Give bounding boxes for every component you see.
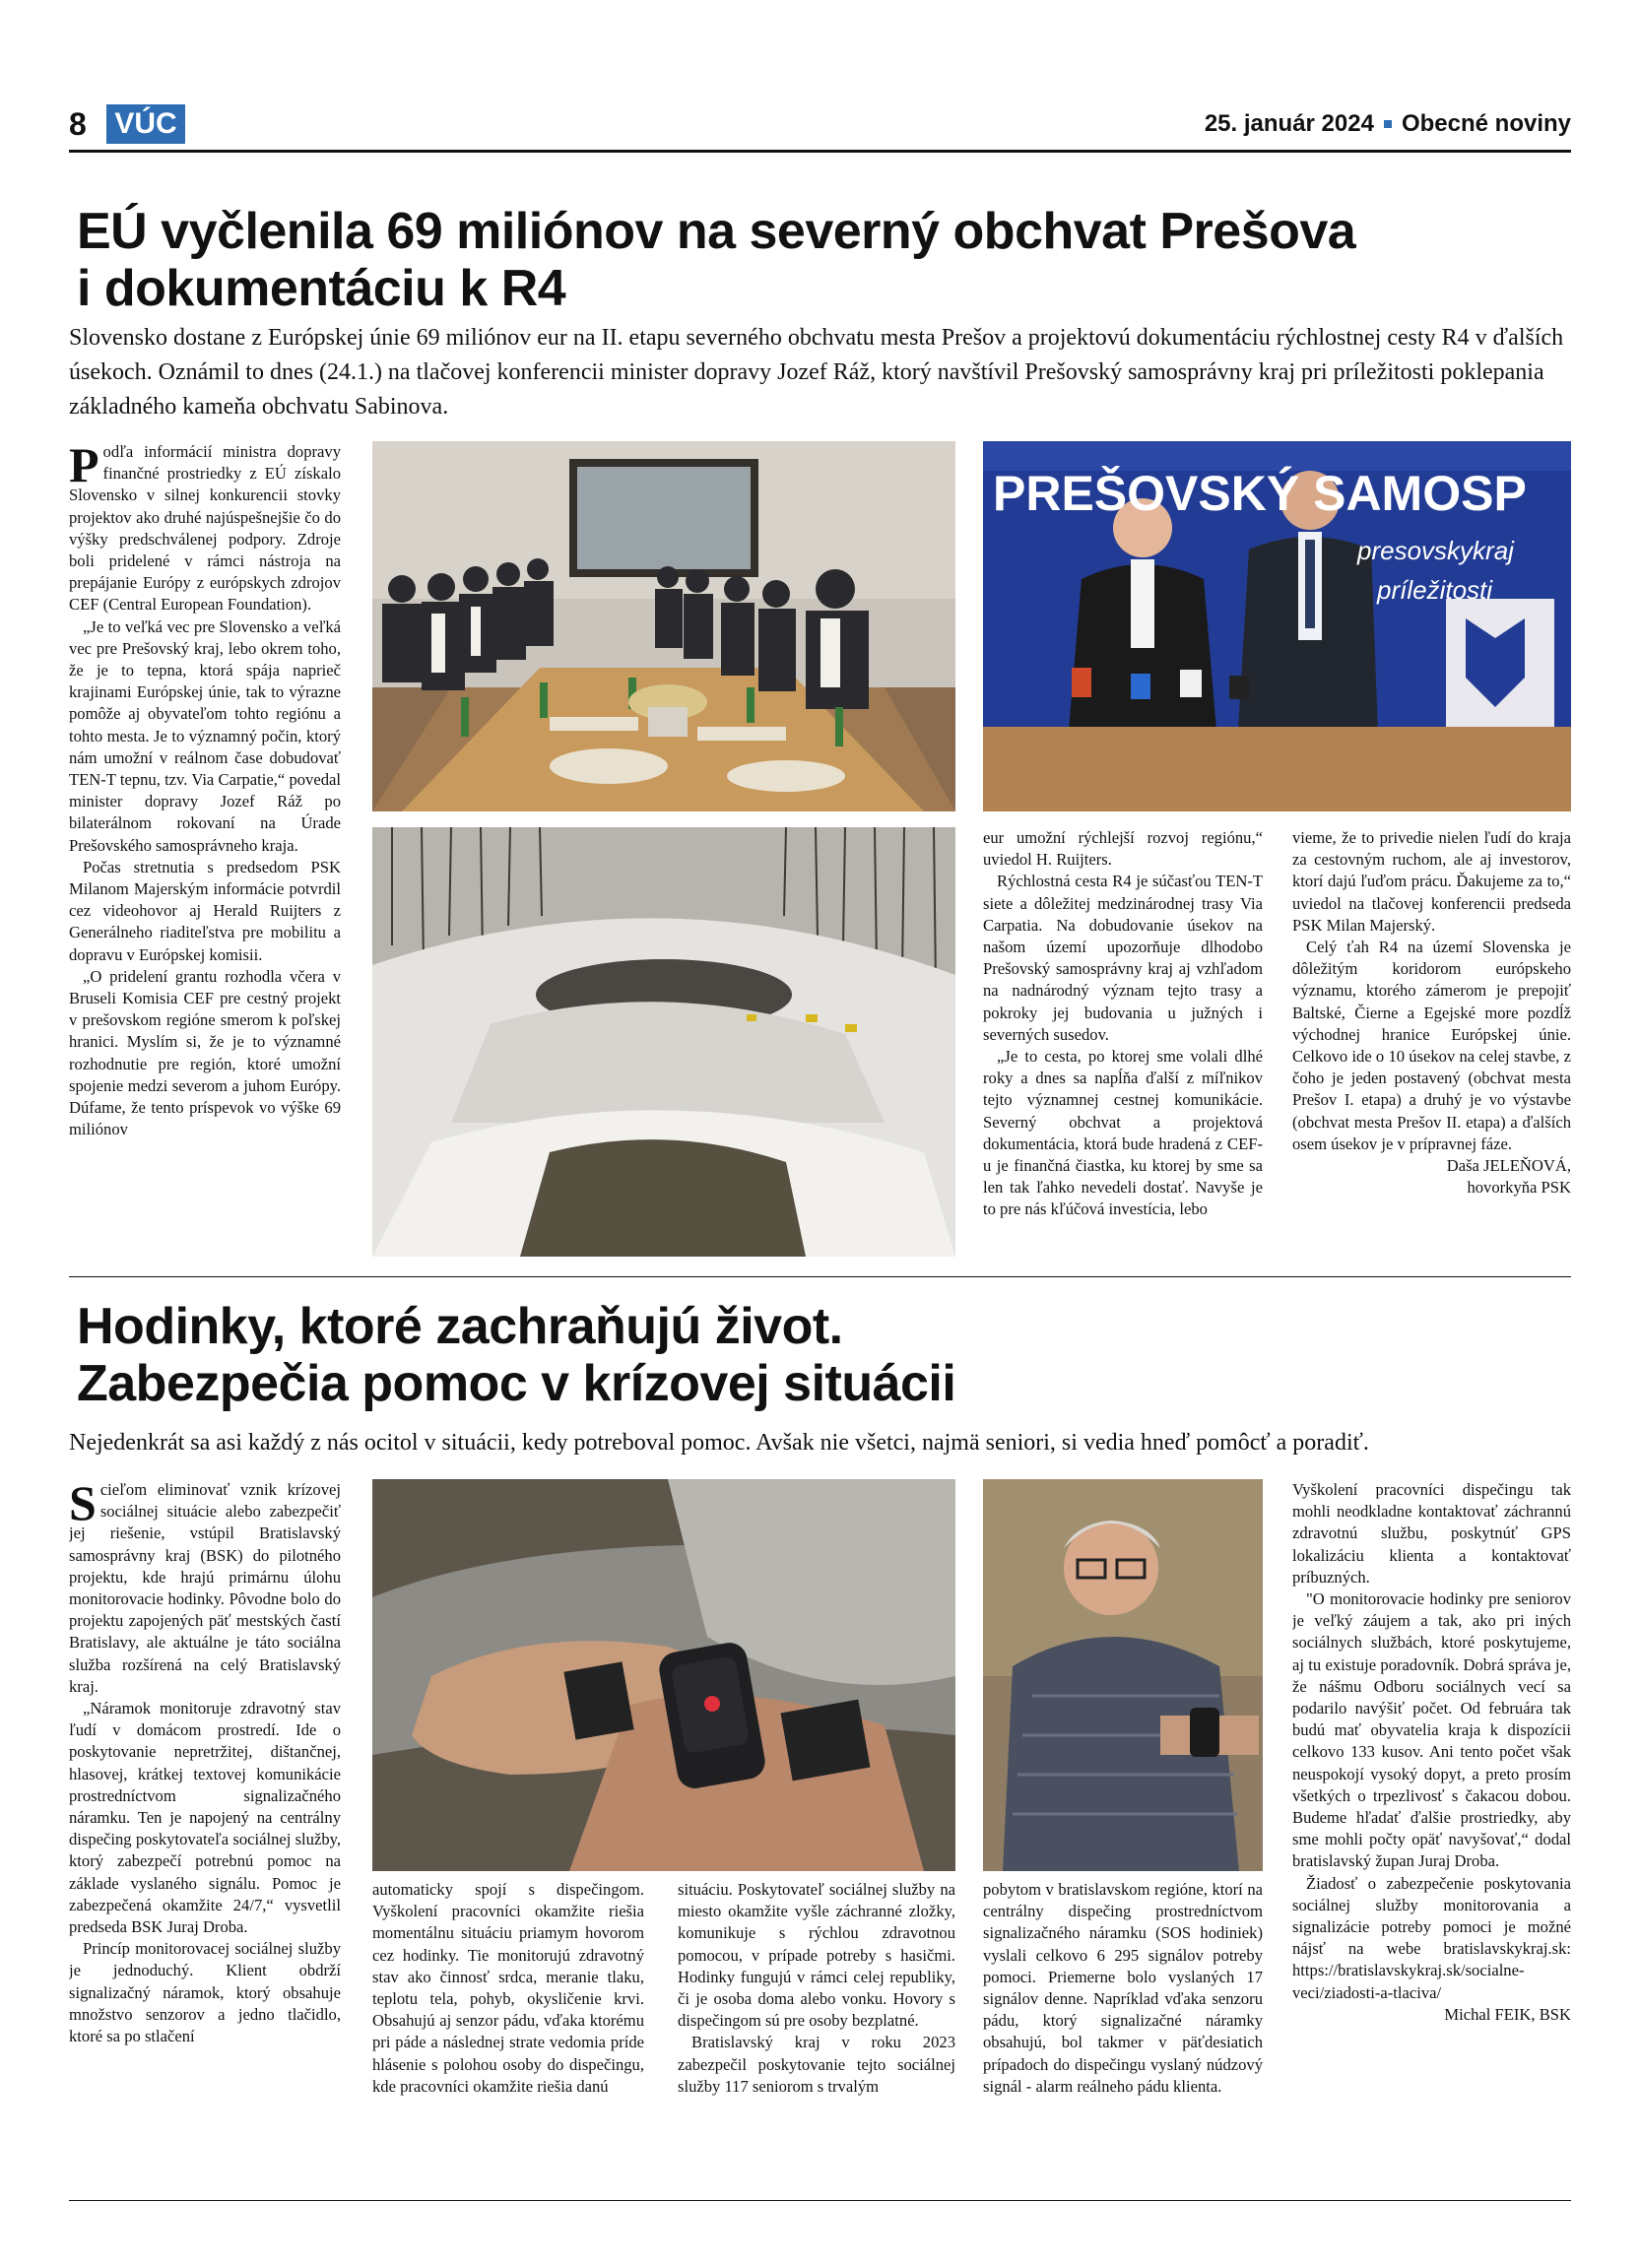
smartwatch-photo-illustration — [372, 1479, 955, 1871]
article1-title-line2: i dokumentáciu k R4 — [77, 260, 566, 317]
paragraph: eur umožní rýchlejší rozvoj regiónu,“ uviedol H. Ruijters. — [983, 828, 1263, 870]
paragraph: situáciu. Poskytovateľ sociálnej služby na miesto okamžite vyšle záchranné zložky, komunikuje s rýchlou zdravotnou pomocou, v prípade potreby s hasičmi. Hodinky fungujú v rámci celej republiky, či je osoba doma alebo vonku. Hovory s dispečingom sú pre osoby bezplatné. — [678, 1880, 955, 2031]
paragraph: „Náramok monitoruje zdravotný stav ľudí v domácom prostredí. Ide o poskytovanie nepretržitej, dištančnej, hlasovej, krátkej textovej komunikácie prostredníctvom signalizačného náramku. Ten je napojený na centrálny dispečing poskytovateľa sociálnej služby, ktorý zabezpečí potrebnú pomoc na základe vyslaného signálu. Pomoc je zabezpečená okamžite 24/7,“ vysvetlil predseda BSK Juraj Droba. — [69, 1699, 341, 1937]
article2-col1 — [69, 1479, 341, 2268]
paragraph: pobytom v bratislavskom regióne, ktorí na centrálny dispečing prostredníctvom signalizačného náramku (SOS hodiniek) vyslali celkovo 6 295 signálov potreby pomoci. Priemerne bolo vyslaných 17 signálov denne. Napríklad vďaka senzoru pádu, ktorý signalizačné náramky obsahujú, bol takmer v päťdesiatich prípadoch do dispečingu vyslaný núdzový signál - alarm reálneho pádu klienta. — [983, 1880, 1263, 2096]
signature: Michal FEIK, BSK — [1444, 2004, 1571, 2024]
paragraph: vieme, že to privedie nielen ľudí do kraja za cestovným ruchom, ale aj investorov, ktorí dajú ľuďom prácu. Ďakujeme za to,“ uviedol na tlačovej konferencii predseda PSK Milan Majerský. — [1292, 828, 1571, 935]
article2-title-line2: Zabezpečia pomoc v krízovej situácii — [77, 1355, 956, 1412]
article2-col4 — [983, 1879, 1263, 2174]
header-rule — [69, 150, 1571, 153]
meeting-photo-illustration — [372, 441, 955, 811]
article2-lede: Nejedenkrát sa asi každý z nás ocitol v situácii, kedy potreboval pomoc. Avšak nie všetci, najmä seniori, si vedia hneď pomôcť a poradiť. — [69, 1430, 1369, 1456]
paragraph: automaticky spojí s dispečingom. Vyškolení pracovníci okamžite riešia momentálnu situáciu priamym hovorom cez hodinky. Tie monitorujú zdravotný stav ako činnosť srdca, meranie tlaku, teplotu tela, pohyb, okysličenie krvi. Obsahujú aj senzor pádu, vďaka ktorému pri páde a následnej strate vedomia príde hlásenie s polohou osoby do dispečingu, kde pracovníci okamžite riešia danú — [372, 1880, 644, 2096]
signature-role: hovorkyňa PSK — [1467, 1178, 1571, 1198]
banner-sub1: presovskykraj — [1357, 536, 1514, 565]
article1-title — [77, 203, 1355, 317]
article1-lede: Slovensko dostane z Európskej únie 69 miliónov eur na II. etapu severného obchvatu mesta Prešov a projektovú dokumentáciu rýchlostnej cesty R4 v ďalších úsekoch. Oznámil to dnes (24.1.) na tlačovej konferencii minister dopravy Jozef Ráž, ktorý navštívil Prešovský samosprávny kraj pri príležitosti poklepania základného kameňa obchvatu Sabinova. — [69, 325, 1564, 420]
press-photo-illustration — [983, 441, 1571, 811]
article-divider — [69, 1276, 1571, 1277]
article2-col3 — [678, 1879, 955, 2174]
paragraph: „Je to cesta, po ktorej sme volali dlhé roky a dnes sa napĺňa ďalší z míľnikov tejto významnej cestnej komunikácie. Severný obchvat a projektová dokumentácia, ktorá bude hradená z CEF-u je finančná čiastka, ku ktorej by sme sa len tak ľahko nevedeli dostať. Navyše je to pre nás kľúčová investícia, lebo — [983, 1047, 1263, 1219]
paragraph: Bratislavský kraj v roku 2023 zabezpečil poskytovanie tejto sociálnej služby 117 seniorom s trvalým — [678, 2033, 955, 2096]
paragraph: S cieľom eliminovať vznik krízovej sociálnej situácie alebo zabezpečiť jej riešenie, vstúpil Bratislavský samosprávny kraj (BSK) do pilotného projektu, kde hrajú primárnu úlohu monitorovacie hodinky. Pôvodne bolo do projektu zapojených päť mestských častí Bratislavy, ale aktuálne je táto sociálna služba rozšírená na celý Bratislavský kraj. — [69, 1479, 341, 1696]
senior-photo-illustration — [983, 1479, 1263, 1871]
date-text: 25. január 2024 — [1204, 110, 1374, 137]
section-badge: VÚC — [106, 104, 185, 144]
article1-title-line1: EÚ vyčlenila 69 miliónov na severný obchvat Prešova — [77, 203, 1356, 260]
article2-title-line1: Hodinky, ktoré zachraňujú život. — [77, 1298, 843, 1355]
senior-photo — [983, 1479, 1263, 1871]
paragraph: „Je to veľká vec pre Slovensko a veľká vec pre Prešovský kraj, lebo okrem toho, že je to tepna, ktorá spája naprieč krajinami Európskej únie, tak to výrazne pomôže aj obyvateľom tohto regiónu a tohto mesta. Je to významný počin, ktorý nám umožní v reálnom čase dobudovať TEN-T tepnu, tzv. Via Carpatie,“ povedal minister dopravy Jozef Ráž po bilaterálnom rokovaní na Úrade Prešovského samosprávneho kraja. — [69, 616, 341, 855]
paper-name: Obecné noviny — [1401, 110, 1571, 137]
meeting-photo — [372, 441, 955, 811]
paragraph: Rýchlostná cesta R4 je súčasťou TEN-T siete a dôležitej medzinárodnej trasy Via Carpatia. Na dobudovanie úsekov na našom území upozorňuje dlhodobo Prešovský samosprávny kraj aj vzhľadom na nadnárodný význam tejto trasy a pokroky jej budovania u južných i severných susedov. — [983, 872, 1263, 1044]
signature-name: Daša JELEŇOVÁ, — [1446, 1156, 1571, 1176]
article2-col5 — [1292, 1479, 1571, 2188]
article2-col2 — [372, 1879, 644, 2174]
press-conference-photo — [983, 441, 1571, 811]
paragraph: Žiadosť o zabezpečenie poskytovania sociálnej služby monitorovania a signalizácie potreby pomoci je možné nájsť na webe bratislavskykraj.sk: https://bratislavskykraj.sk/socialne-veci/ziadosti-a-tlaciva/ — [1292, 1873, 1571, 2002]
paragraph: Princíp monitorovacej sociálnej služby je jednoduchý. Klient obdrží signalizačný náramok, ktorý obsahuje množstvo senzorov a jedno tlačidlo, ktoré sa po stlačení — [69, 1939, 341, 2046]
paragraph: "O monitorovacie hodinky pre seniorov je veľký záujem a tak, ako pri iných sociálnych službách, ktoré poskytujeme, aj tu existuje poradovník. Dobrá správa je, že nášmu Odboru sociálnych vecí sa podarilo navýšiť počet. Od februára tak budú mať obyvatelia kraja k dispozícii celkovo 133 kusov. Ani tento počet však neuspokojí vysoký dopyt, a preto prosím všetkých o trpezlivosť s čakacou dobou. Budeme hľadať ďalšie prostriedky, aby sme mohli počty opäť navyšovať,“ dodal bratislavský župan Juraj Droba. — [1292, 1589, 1571, 1871]
issue-date — [1205, 110, 1571, 138]
paragraph: Podľa informácií ministra dopravy finančné prostriedky z EÚ získalo Slovensko v silnej konkurencii stovky projektov ako druhé najúspešnejšie čo do výšky predschválenej podpory. Zdroje boli pridelené v rámci nástroja na prepájanie Európy z európskych zdrojov CEF (Central European Foundation). — [69, 441, 341, 615]
page-number: 8 — [69, 106, 87, 142]
paragraph: Celý ťah R4 na území Slovenska je dôležitým koridorom európskeho významu, ktorého zámerom je prepojiť Baltské, Čierne a Egejské more pozdĺž východnej hranice Európskej únie. Celkovo ide o 10 úsekov na celej stavbe, z čoho je jeden postavený (obchvat mesta Prešov I. etapa) a druhý je vo výstavbe (obchvat mesta Prešov II. etapa) a ďalších osem úsekov je v prípravnej fáze. — [1292, 938, 1571, 1153]
smartwatch-photo — [372, 1479, 955, 1871]
article1-col1 — [69, 441, 341, 1259]
paragraph: Počas stretnutia s predsedom PSK Milanom Majerským informácie potvrdil cez videohovor aj Herald Ruijters z Generálneho riaditeľstva pre mobilitu a dopravu v Európskej komisii. — [69, 857, 341, 964]
banner-text: PREŠOVSKÝ SAMOSP — [993, 466, 1527, 521]
article1-col2 — [983, 827, 1263, 1261]
article1-col3 — [1292, 827, 1571, 1261]
paragraph: Vyškolení pracovníci dispečingu tak mohli neodkladne kontaktovať záchrannú zdravotnú službu, poskytnúť GPS lokalizáciu klienta a kontaktovať príbuzných. — [1292, 1480, 1571, 1587]
separator-dot — [1384, 120, 1392, 128]
construction-photo — [372, 827, 955, 1257]
paragraph: „O pridelení grantu rozhodla včera v Bruseli Komisia CEF pre cestný projekt v prešovskom regióne smerom k poľskej hranici. Myslím si, že je to významné rozhodnutie pre región, ktoré umožní spojenie medzi severom a juhom Európy. Dúfame, že tento príspevok vo výške 69 miliónov — [69, 966, 341, 1139]
banner-sub2: príležitosti — [1377, 575, 1493, 605]
bottom-rule — [69, 2200, 1571, 2201]
construction-photo-illustration — [372, 827, 955, 1257]
article2-title — [77, 1298, 955, 1412]
